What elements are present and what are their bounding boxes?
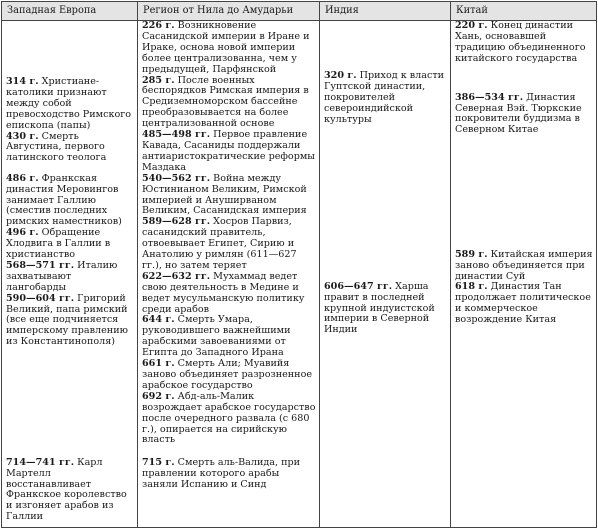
event-text: Харша правит в последней крупной индуистской империи в Северной Индии	[324, 280, 435, 336]
event-text: Возникновение Сасанидской империи в Иране и Ираке, основа новой империи более централизованна, чем у предыдущей, Парфянской	[142, 20, 310, 75]
timeline-event	[142, 76, 316, 131]
cell-india	[320, 458, 451, 528]
timeline-event	[142, 174, 316, 218]
cell-mideast	[138, 21, 320, 174]
timeline-event	[455, 21, 593, 65]
spacer	[455, 65, 593, 93]
event-date: 715 г.	[142, 456, 175, 468]
event-text: Конец династии Хань, основавшей традицию объединенного китайского государства	[455, 20, 586, 64]
table-row	[2, 21, 597, 174]
event-date: 220 г.	[455, 20, 488, 31]
event-text: Первое правление Кавада, Сасаниды поддержали антиаристократические реформы Маздака	[142, 129, 315, 173]
event-date: 692 г.	[142, 390, 175, 402]
event-date: 714—741 гг.	[6, 456, 75, 468]
event-text: Карл Мартелл восстанавливает Франкское королевство и изгоняет арабов из Галлии	[6, 456, 127, 523]
spacer	[6, 21, 134, 77]
event-text: Абд-аль-Малик возрождает арабское государство после очередного развала (с 680 г.), опирается на сирийскую власть	[142, 390, 316, 446]
cell-china	[451, 174, 597, 458]
event-text: Смерть Али; Муавийя заново объединяет разрозненное арабское государство	[142, 358, 313, 391]
event-text: Приход к власти Гуптской династии, покровителей североиндийской культуры	[324, 70, 445, 125]
event-date: 226 г.	[142, 20, 175, 31]
timeline-event	[455, 250, 593, 283]
spacer	[455, 174, 593, 250]
event-text: Обращение Хлодвига в Галлии в христианство	[6, 227, 111, 261]
timeline-event	[6, 132, 134, 165]
event-date: 568—571 гг.	[6, 259, 75, 271]
timeline-event	[142, 359, 316, 392]
event-date: 590—604 гг.	[6, 292, 75, 304]
event-text: Династия Северная Вэй. Тюркские покровители буддизма в Северном Китае	[455, 91, 582, 136]
timeline-event	[324, 282, 447, 337]
timeline-event	[142, 272, 316, 316]
timeline-event	[142, 458, 316, 491]
table-header-row	[2, 2, 597, 21]
event-text: Хосров Парвиз, сасанидский правитель, отвоевывает Египет, Сирию и Анатолию у римлян (611—627 гг.), но затем теряет	[142, 216, 297, 271]
event-date: 314 г.	[6, 76, 39, 87]
event-text: Смерть Умара, руководившего важнейшими арабскими завоеваниями от Египта до Западного Ирана	[142, 314, 291, 359]
timeline-event	[6, 174, 134, 229]
header-western-europe: Западная Европа	[2, 2, 138, 21]
event-text: Смерть аль-Валида, при правлении которого арабы заняли Испанию и Синд	[142, 456, 301, 490]
event-date: 486 г.	[6, 172, 39, 184]
event-date: 661 г.	[142, 358, 175, 370]
cell-china	[451, 458, 597, 528]
event-text: Григорий Великий, папа римский (все еще подчиняется имперскому правлению из Константинополя)	[6, 292, 128, 348]
timeline-event	[142, 315, 316, 359]
event-text: После военных беспорядков Римская империя в Средиземноморском бассейне преобразовывается на более централизованной основе	[142, 74, 309, 130]
cell-europe	[2, 174, 138, 458]
spacer	[324, 174, 447, 282]
timeline-event	[142, 217, 316, 272]
cell-europe	[2, 458, 138, 528]
event-date: 644 г.	[142, 314, 175, 326]
event-text: Смерть Августина, первого латинского теолога	[6, 130, 107, 164]
cell-europe	[2, 21, 138, 174]
header-china: Китай	[451, 2, 597, 21]
timeline-event	[142, 392, 316, 447]
cell-india	[320, 174, 451, 458]
cell-mideast	[138, 174, 320, 458]
event-date: 430 г.	[6, 130, 39, 142]
cell-mideast	[138, 458, 320, 528]
event-date: 285 г.	[142, 74, 175, 86]
timeline-event	[6, 228, 134, 261]
event-date: 618 г.	[455, 281, 488, 293]
timeline-event	[142, 130, 316, 174]
event-text: Война между Юстинианом Великим, Римской империей и Ануширваном Великим, Сасанидская империя	[142, 172, 307, 217]
timeline-event	[455, 93, 593, 137]
history-timeline-table	[1, 1, 597, 528]
header-nile-to-amu-darya: Регион от Нила до Амударьи	[138, 2, 320, 21]
table-row	[2, 458, 597, 528]
event-text: Италию захватывают лангобарды	[6, 259, 118, 293]
event-date: 386—534 гг.	[455, 91, 524, 103]
timeline-event	[324, 71, 447, 126]
timeline-event	[6, 294, 134, 349]
timeline-event	[6, 458, 134, 523]
timeline-event	[6, 77, 134, 132]
event-date: 589—628 гг.	[142, 216, 211, 228]
event-date: 622—632 гг.	[142, 270, 211, 282]
event-text: Христиане-католики признают между собой превосходство Римского епископа (папы)	[6, 76, 132, 131]
header-india: Индия	[320, 2, 451, 21]
event-date: 496 г.	[6, 227, 39, 239]
event-date: 540—562 гг.	[142, 172, 211, 184]
table-row	[2, 174, 597, 458]
spacer	[324, 21, 447, 71]
timeline-event	[455, 282, 593, 326]
cell-china	[451, 21, 597, 174]
event-date: 485—498 гг.	[142, 129, 211, 141]
event-text: Династия Тан продолжает политическое и коммерческое возрождение Китая	[455, 281, 591, 326]
event-text: Франкская династия Меровингов занимает Галлию (сместив последних римских наместников)	[6, 172, 122, 228]
event-text: Мухаммад ведет свою деятельность в Медине и ведет мусульманскую политику среди арабов	[142, 270, 305, 315]
timeline-event	[6, 261, 134, 294]
event-text: Китайская империя заново объединяется при династии Суй	[455, 248, 593, 282]
timeline-event	[142, 21, 316, 76]
cell-india	[320, 21, 451, 174]
event-date: 606—647 гг.	[324, 280, 393, 292]
event-date: 320 г.	[324, 70, 357, 81]
event-date: 589 г.	[455, 248, 488, 260]
